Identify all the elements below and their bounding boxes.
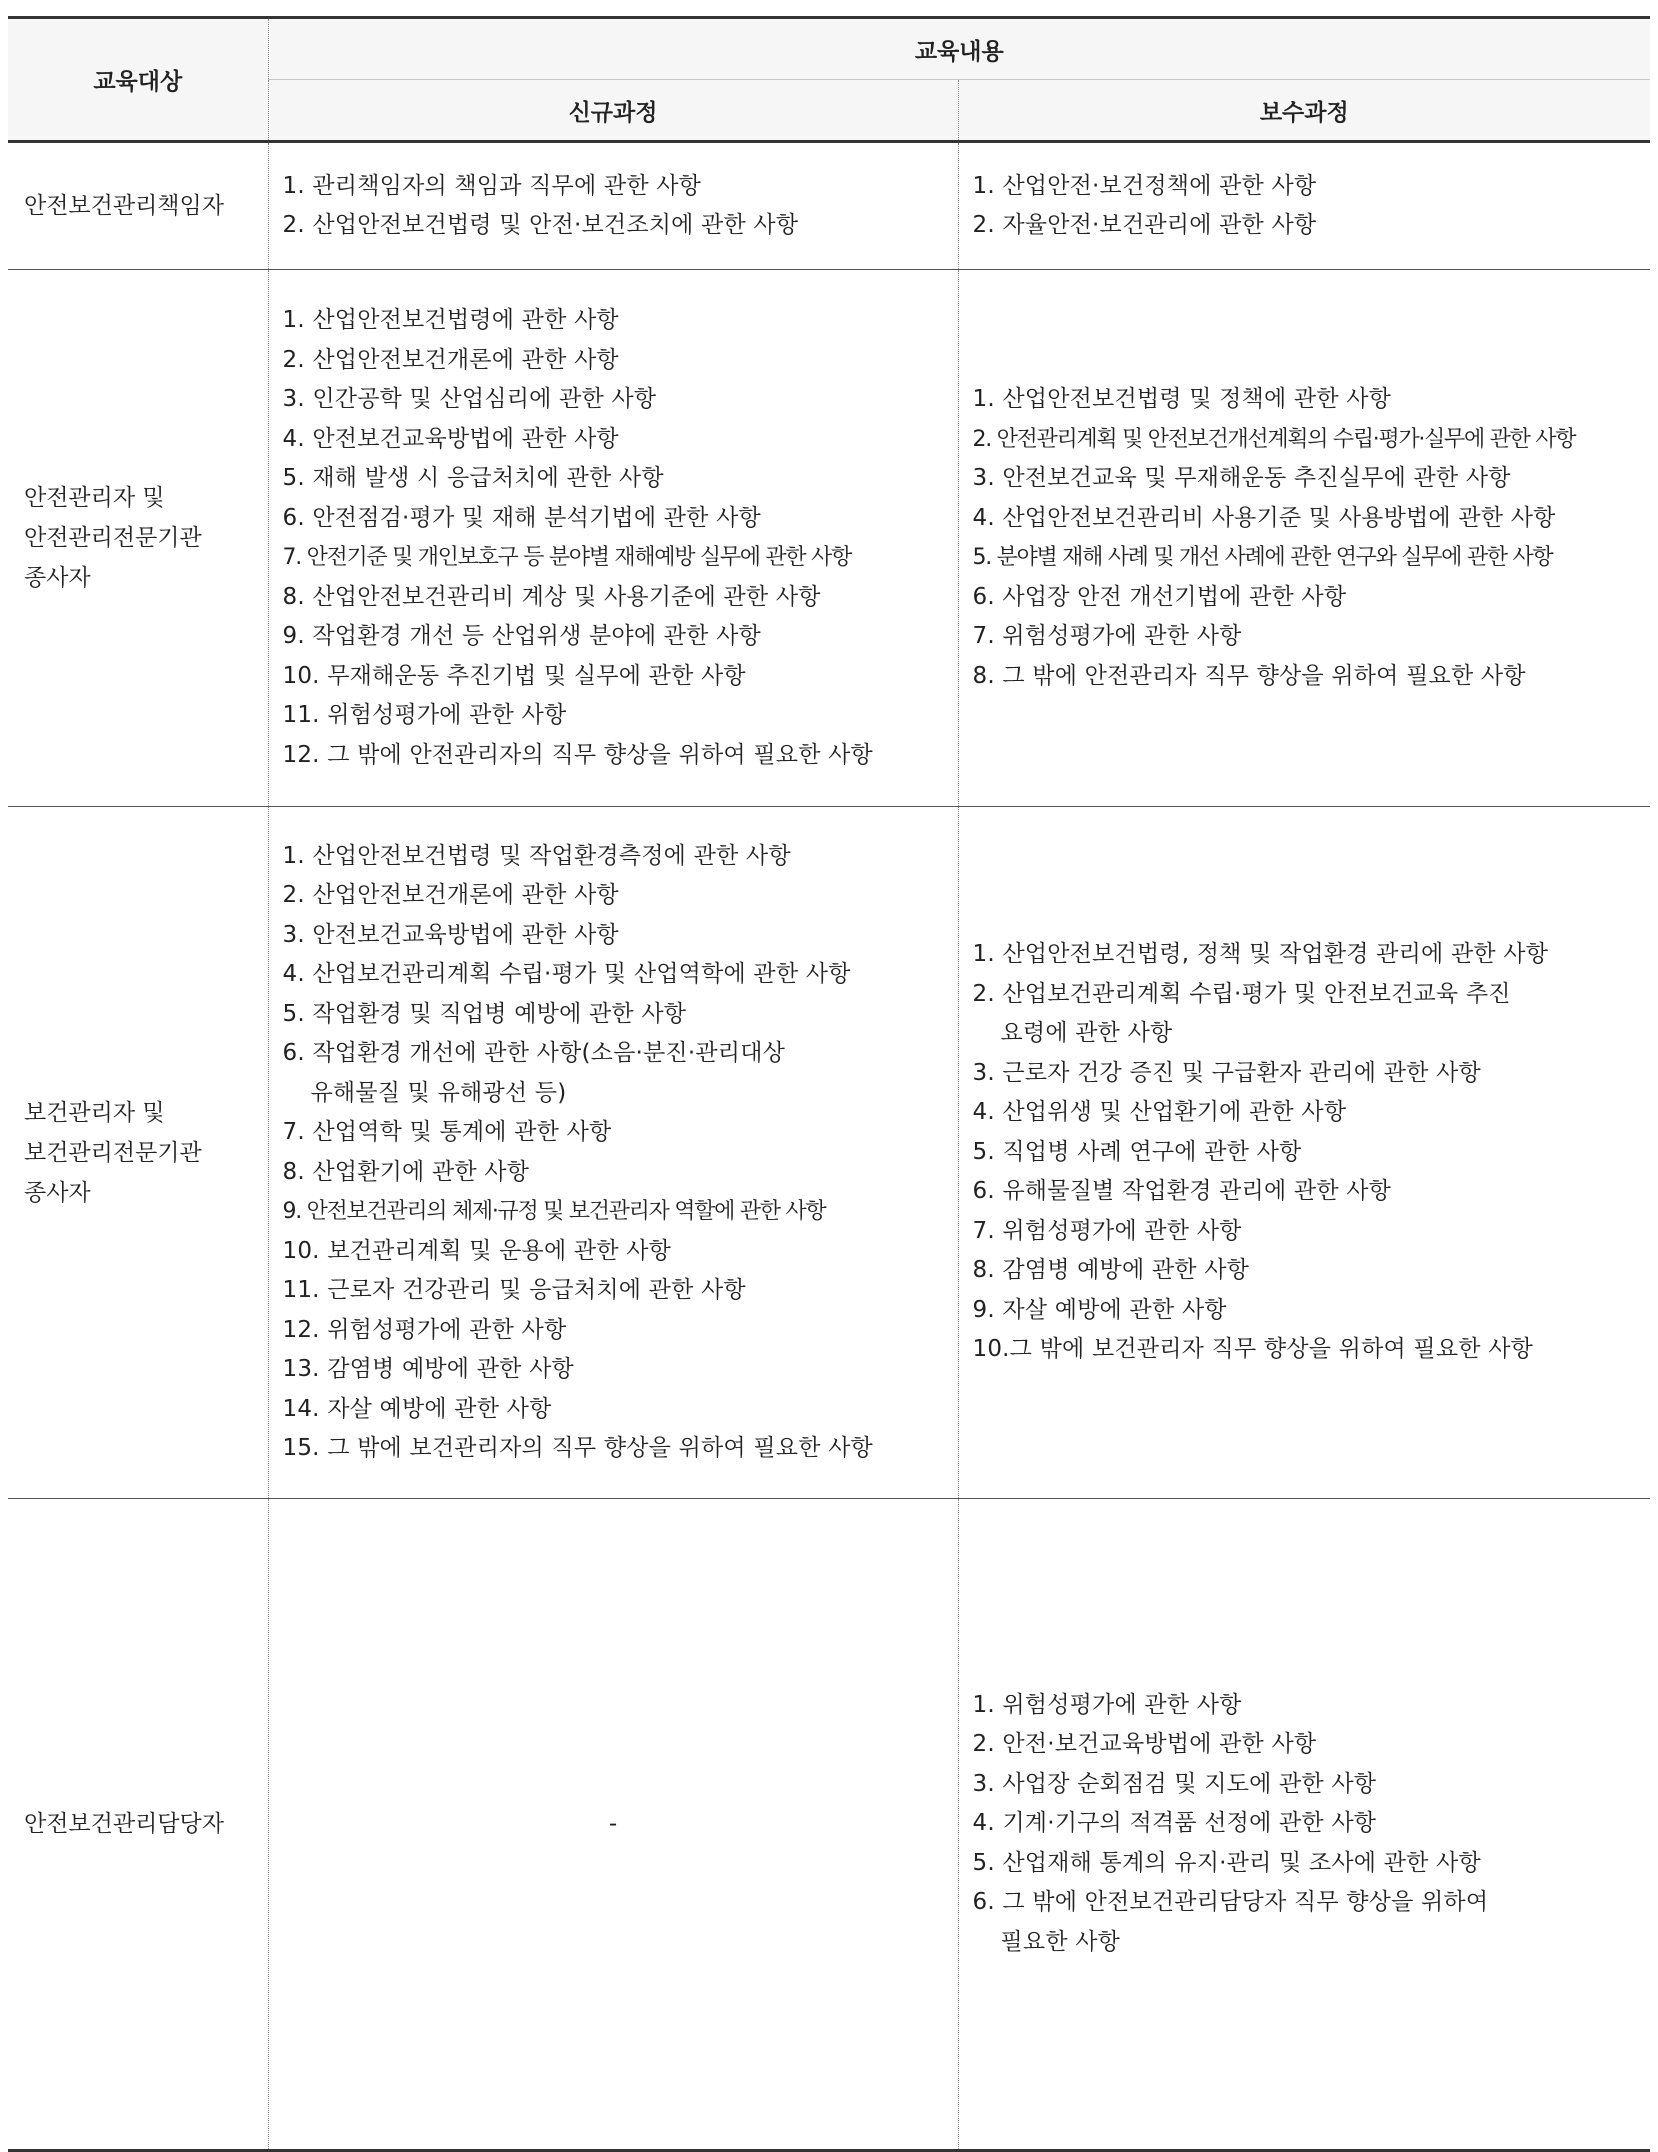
target-line: 보건관리자 및 [24, 1099, 165, 1126]
list-item: 3. 인간공학 및 산업심리에 관한 사항 [282, 386, 657, 412]
list-item: 1. 산업안전보건법령에 관한 사항 [282, 307, 619, 333]
refresher-course-cell [958, 142, 1650, 270]
list-item: 10. 무재해운동 추진기법 및 실무에 관한 사항 [282, 662, 746, 689]
list-item: 2. 산업안전보건법령 및 안전·보건조치에 관한 사항 [282, 212, 799, 238]
list-item: 4. 안전보건교육방법에 관한 사항 [282, 425, 619, 452]
row-target [8, 142, 268, 270]
target-line: 안전관리전문기관 [24, 525, 202, 551]
list-item: 6. 작업환경 개선에 관한 사항(소음·분진·관리대상 [282, 1040, 786, 1066]
list-item: 3. 근로자 건강 증진 및 구급환자 관리에 관한 사항 [972, 1059, 1481, 1086]
list-item: 5. 분야별 재해 사례 및 개선 사례에 관한 연구와 실무에 관한 사항 [972, 545, 1553, 570]
list-item: 4. 기계·기구의 적격품 선정에 관한 사항 [972, 1810, 1377, 1837]
refresher-course-cell [958, 807, 1650, 1499]
list-item: 1. 위험성평가에 관한 사항 [972, 1691, 1242, 1718]
header-content: 교육내용 [268, 18, 1650, 80]
list-item: 9. 자살 예방에 관한 사항 [972, 1296, 1227, 1323]
target-line: 보건관리전문기관 [24, 1139, 202, 1166]
refresher-course-cell [958, 1499, 1650, 2151]
new-course-cell [268, 142, 958, 270]
list-item: 11. 위험성평가에 관한 사항 [282, 702, 567, 728]
list-item: 15. 그 밖에 보건관리자의 직무 향상을 위하여 필요한 사항 [282, 1435, 873, 1461]
row-target [8, 270, 268, 807]
refresher-course-cell [958, 270, 1650, 807]
list-item: 6. 유해물질별 작업환경 관리에 관한 사항 [972, 1178, 1392, 1205]
new-course-cell [268, 270, 958, 807]
list-item: 5. 작업환경 및 직업병 예방에 관한 사항 [282, 1000, 687, 1027]
list-item: 1. 산업안전·보건정책에 관한 사항 [972, 172, 1317, 199]
header-target: 교육대상 [8, 18, 268, 142]
list-item: 5. 직업병 사례 연구에 관한 사항 [972, 1138, 1302, 1165]
table-row [8, 142, 1650, 270]
list-item: 4. 산업안전보건관리비 사용기준 및 사용방법에 관한 사항 [972, 504, 1556, 531]
list-item: 12. 위험성평가에 관한 사항 [282, 1316, 567, 1343]
header-refresher-course: 보수과정 [958, 80, 1650, 142]
list-item-continuation: 필요한 사항 [1000, 1928, 1121, 1955]
list-item: 7. 산업역학 및 통계에 관한 사항 [282, 1119, 612, 1145]
list-item: 7. 안전기준 및 개인보호구 등 분야별 재해예방 실무에 관한 사항 [282, 545, 851, 570]
list-item: 1. 산업안전보건법령 및 작업환경측정에 관한 사항 [282, 842, 791, 869]
list-item: 10. 보건관리계획 및 운용에 관한 사항 [282, 1237, 672, 1264]
list-item: 2. 안전·보건교육방법에 관한 사항 [972, 1731, 1317, 1758]
list-item: 6. 사업장 안전 개선기법에 관한 사항 [972, 583, 1347, 610]
list-item: 13. 감염병 예방에 관한 사항 [282, 1356, 574, 1382]
table-row [8, 807, 1650, 1499]
list-item: 8. 산업안전보건관리비 계상 및 사용기준에 관한 사항 [282, 583, 821, 610]
table-row [8, 1499, 1650, 2151]
target-line: 안전보건관리담당자 [24, 1811, 224, 1837]
list-item: 1. 관리책임자의 책임과 직무에 관한 사항 [282, 172, 702, 199]
list-item: 4. 산업보건관리계획 수립·평가 및 산업역학에 관한 사항 [282, 961, 851, 987]
list-item: 8. 감염병 예방에 관한 사항 [972, 1257, 1250, 1284]
target-line: 안전보건관리책임자 [24, 193, 224, 219]
list-item: 5. 재해 발생 시 응급처치에 관한 사항 [282, 465, 664, 491]
list-item-continuation: 요령에 관한 사항 [1000, 1020, 1173, 1047]
education-content-table [8, 16, 1650, 2152]
list-item: 9. 작업환경 개선 등 산업위생 분야에 관한 사항 [282, 623, 761, 649]
list-item: 10.그 밖에 보건관리자 직무 향상을 위하여 필요한 사항 [972, 1336, 1534, 1363]
list-item: 2. 안전관리계획 및 안전보건개선계획의 수립·평가·실무에 관한 사항 [972, 426, 1576, 452]
list-item: 8. 산업환기에 관한 사항 [282, 1158, 530, 1185]
header-new-course: 신규과정 [268, 80, 958, 142]
list-item: 14. 자살 예방에 관한 사항 [282, 1395, 552, 1422]
table-row [8, 270, 1650, 807]
list-item: 7. 위험성평가에 관한 사항 [972, 623, 1242, 649]
new-course-cell [268, 807, 958, 1499]
list-item: 6. 그 밖에 안전보건관리담당자 직무 향상을 위하여 [972, 1889, 1489, 1916]
list-item-continuation: 유해물질 및 유해광선 등) [310, 1079, 567, 1106]
list-item: 2. 산업보건관리계획 수립·평가 및 안전보건교육 추진 [972, 980, 1511, 1007]
list-item: 9. 안전보건관리의 체제·규정 및 보건관리자 역할에 관한 사항 [282, 1199, 826, 1224]
list-item: 2. 산업안전보건개론에 관한 사항 [282, 882, 619, 908]
list-item: 2. 자율안전·보건관리에 관한 사항 [972, 212, 1317, 238]
row-target [8, 1499, 268, 2151]
list-item: 1. 산업안전보건법령, 정책 및 작업환경 관리에 관한 사항 [972, 941, 1549, 968]
target-line: 종사자 [24, 1179, 91, 1206]
list-item: 8. 그 밖에 안전관리자 직무 향상을 위하여 필요한 사항 [972, 662, 1526, 689]
row-target [8, 807, 268, 1499]
list-item: 5. 산업재해 통계의 유지·관리 및 조사에 관한 사항 [972, 1849, 1481, 1876]
target-line: 안전관리자 및 [24, 485, 165, 511]
new-course-cell-empty: - [268, 1499, 958, 2151]
target-line: 종사자 [24, 565, 91, 591]
list-item: 4. 산업위생 및 산업환기에 관한 사항 [972, 1099, 1347, 1126]
list-item: 3. 안전보건교육 및 무재해운동 추진실무에 관한 사항 [972, 465, 1511, 491]
list-item: 11. 근로자 건강관리 및 응급처치에 관한 사항 [282, 1277, 746, 1303]
list-item: 6. 안전점검·평가 및 재해 분석기법에 관한 사항 [282, 504, 761, 531]
list-item: 1. 산업안전보건법령 및 정책에 관한 사항 [972, 386, 1392, 412]
list-item: 3. 사업장 순회점검 및 지도에 관한 사항 [972, 1770, 1377, 1797]
list-item: 2. 산업안전보건개론에 관한 사항 [282, 346, 619, 373]
list-item: 7. 위험성평가에 관한 사항 [972, 1217, 1242, 1244]
list-item: 12. 그 밖에 안전관리자의 직무 향상을 위하여 필요한 사항 [282, 741, 873, 768]
list-item: 3. 안전보건교육방법에 관한 사항 [282, 921, 619, 948]
